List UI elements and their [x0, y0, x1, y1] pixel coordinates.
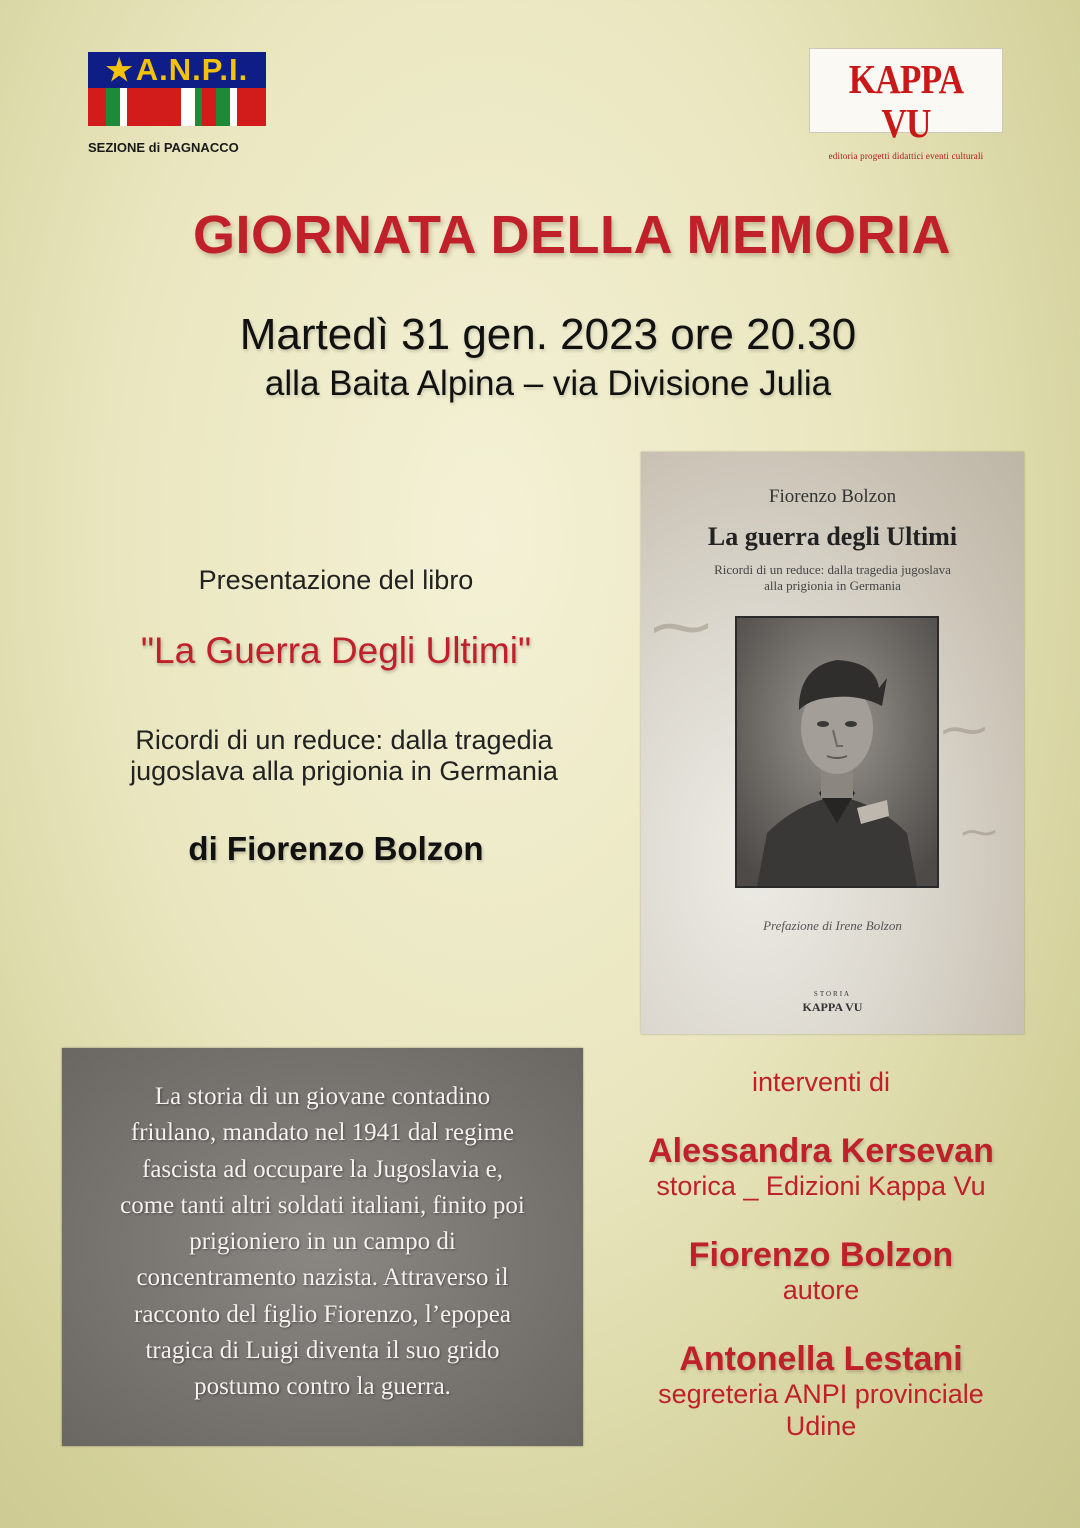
description-line: friulano, mandato nel 1941 dal regime: [130, 1119, 515, 1147]
kappa-vu-logo-tagline: editoria progetti didattici eventi culturali: [828, 151, 984, 161]
cover-title: La guerra degli Ultimi: [707, 522, 958, 551]
cover-series: STORIA: [813, 990, 852, 998]
anpi-logo-text: A.N.P.I.: [135, 52, 249, 87]
cover-subtitle-line: alla prigionia in Germania: [764, 578, 901, 593]
description-line: tragica di Luigi diventa il suo grido: [145, 1337, 500, 1365]
star-icon: ★: [105, 53, 134, 87]
cover-texture: ⁓: [961, 812, 997, 853]
description-line: racconto del figlio Fiorenzo, l’epopea: [134, 1300, 511, 1328]
soldier-portrait-photo: [735, 616, 939, 888]
speaker-role: autore: [782, 1275, 860, 1305]
book-title: "La Guerra Degli Ultimi": [140, 630, 532, 671]
book-subtitle: [74, 725, 614, 787]
cover-subtitle: [681, 562, 984, 594]
presentation-intro: Presentazione del libro: [198, 565, 474, 595]
description-line: La storia di un giovane contadino: [154, 1083, 491, 1110]
cover-preface: Prefazione di Irene Bolzon: [763, 918, 902, 933]
description-line: prigioniero in un campo di: [189, 1228, 456, 1256]
description-line: postumo contro la guerra.: [194, 1373, 451, 1401]
anpi-logo: [88, 52, 266, 126]
book-author: di Fiorenzo Bolzon: [188, 830, 484, 867]
cover-subtitle-line: Ricordi di un reduce: dalla tragedia jugoslava: [714, 562, 951, 577]
book-cover-image: [641, 452, 1024, 1034]
description-line: fascista ad occupare la Jugoslavia e,: [142, 1155, 503, 1183]
speaker-name: Antonella Lestani: [679, 1340, 963, 1378]
book-subtitle-line: jugoslava alla prigionia in Germania: [130, 756, 558, 786]
description-line: come tanti altri soldati italiani, finito poi: [120, 1191, 525, 1219]
kappa-vu-logo: [809, 48, 1003, 161]
event-place: alla Baita Alpina – via Divisione Julia: [264, 364, 832, 403]
book-description-box: [62, 1048, 583, 1446]
description-line: concentramento nazista. Attraverso il: [136, 1264, 509, 1292]
speaker-name: Fiorenzo Bolzon: [688, 1236, 954, 1274]
kappa-vu-logo-name: KAPPA VU: [848, 56, 964, 146]
event-title: GIORNATA DELLA MEMORIA: [193, 205, 951, 265]
speaker-role: segreteria ANPI provinciale: [658, 1379, 984, 1409]
cover-texture: ⁓: [651, 592, 711, 662]
anpi-section-label: SEZIONE di PAGNACCO: [88, 140, 239, 155]
book-description: [76, 1079, 569, 1406]
book-subtitle-line: Ricordi di un reduce: dalla tragedia: [135, 725, 553, 755]
soldier-portrait-illustration: [737, 618, 937, 886]
cover-publisher: KAPPA VU: [802, 1000, 863, 1014]
event-date: Martedì 31 gen. 2023 ore 20.30: [239, 310, 857, 359]
cover-author: Fiorenzo Bolzon: [768, 486, 897, 507]
speaker-role-location: Udine: [785, 1411, 857, 1441]
speaker-role: storica _ Edizioni Kappa Vu: [656, 1171, 986, 1201]
speakers-heading: interventi di: [751, 1067, 891, 1097]
cover-texture: ⁓: [941, 702, 987, 756]
speaker-name: Alessandra Kersevan: [648, 1132, 994, 1170]
